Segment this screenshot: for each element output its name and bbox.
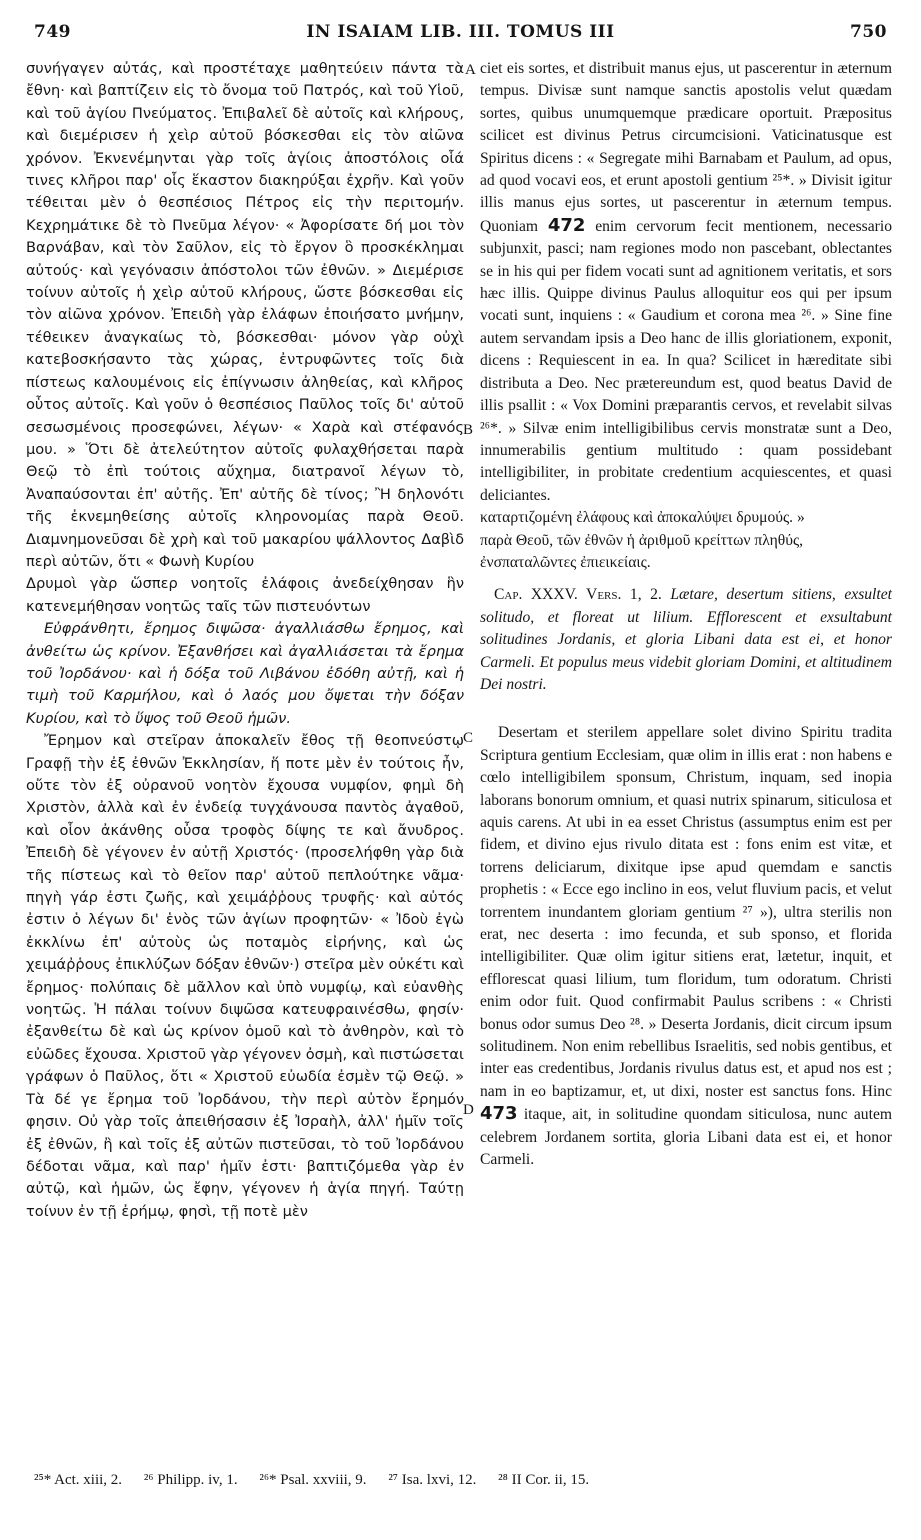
greek-paragraph-1: συνήγαγεν αὐτάς, καὶ προστέταχε μαθητεύειν πάντα τὰ ἔθνη· καὶ βαπτίζειν εἰς τὸ ὄνομα τοῦ Πατρός, καὶ τοῦ Υἱοῦ, καὶ τοῦ ἁγίου Πνεύματος. Ἐπιβαλεῖ δὲ αὐτοῖς καὶ κλήρους, καὶ διεμέρισεν ἡ χεὶρ αὐτοῦ βόσκεσθαι εἰς τὸν αἰῶνα χρόνον. Ἐκνενέμηνται γὰρ τοῖς ἁγίοις ἀποστόλοις οἷά τινες κλῆροι παρ' οἷς ἕκαστον διακηρύξαι ἐχρῆν. Καὶ γοῦν τέθειται μὲν ὁ θεσπέσιος Πέτρος εἰς τὴν περιτομήν. Κεχρημάτικε δὲ τὸ Πνεῦμα λέγον· « Ἀφορίσατε δή μοι τὸν Βαρνάβαν, καὶ τὸν Σαῦλον, εἰς τὸ ἔργον ὃ προσκέκλημαι αὐτούς· καὶ γεγόνασιν ἀπόστολοι τῶν ἐθνῶν. » Διεμέρισε τοίνυν αὐτοῖς ἡ χεὶρ αὐτοῦ κλήρους, ὥστε βόσκεσθαι εἰς τὸν αἰῶνα χρόνον. Ἐπειδὴ γὰρ ἐλάφων ἐποιήσατο μνήμην, τέθεικεν ἀναγκαίως τὸ, βόσκεσθαι· μόνον γὰρ οὐχὶ κατεβοσκήσαντο τὰς χώρας, ἐντρυφῶντες τοῖς διὰ πίστεως καλουμένοις εἰς ἐπίγνωσιν ἀληθείας, καὶ κλῆρος οὗτος αὐτοῖς. Καὶ γοῦν ὁ θεσπέσιος Παῦλος τοῖς δι' αὐτοῦ σεσωσμένοις προσεφώνει, λέγων· « Χαρὰ καὶ στέφανός μου. » Ὅτι δὲ ἀτελεύτητον αὐτοῖς φυλαχθήσεται παρὰ Θεῷ τὸ ἐπὶ τούτοις αὔχημα, διατρανοῖ λέγων τὸ, Ἀναπαύσονται ἐπ' αὐτῆς. Ἐπ' αὐτῆς δὲ τίνος; Ἢ δηλονότι τῆς ἐκνεμηθείσης αὐτοῖς κληρονομίας παρὰ Θεοῦ. Διαμνημονεῦσαι δὲ χρὴ καὶ τοῦ μακαρίου ψάλλοντος Δαβὶδ περὶ αὐτῶν, ὅτι « Φωνὴ Κυρίου (26, 60, 464, 570)
latin-column (480, 58, 892, 1172)
latin-paragraph-1a: ciet eis sortes, et distribuit manus ejus, ut pascerentur in æternum tempus. Divisæ sunt namque sanctis apostolis velut quædam sortes, quibus unumquemque prædicare oportuit. Præpositus scilicet est divinus Petrus circumcisioni. Vaticinatusque est Spiritus dicens : « Segregate mihi Barnabam et Paulum, ad opus, ad quod vocavi eos, et erunt apostoli gentium ²⁵*. » Divisit igitur illis manus ejus sortes, ut pascerentur in æternum tempus. Quoniam (480, 60, 892, 235)
running-header (30, 22, 891, 52)
chapter-heading (480, 584, 892, 696)
latin-paragraph-2 (480, 722, 892, 1171)
footnote-26: ²⁶ Philipp. iv, 1. (143, 1472, 238, 1488)
greek-paragraph-1-continued: Δρυμοὶ γὰρ ὥσπερ νοητοῖς ἐλάφοις ἀνεδείχθησαν ἣν κατενεμήθησαν νοητῶς ταῖς τῶν πιστευόντων (26, 575, 464, 615)
greek-bridge-line-1: καταρτιζομένη ἐλάφους καὶ ἀποκαλύψει δρυμούς. » (480, 509, 805, 527)
latin-paragraph-2b: itaque, ait, in solitudine quondam siticulosa, nunc autem celebrem Jordanem sortita, gloria Libani data est ei, et honor Carmeli. (480, 1106, 892, 1169)
margin-letter-c: C (463, 730, 474, 746)
margin-letter-a: A (465, 62, 476, 78)
running-title: IN ISAIAM LIB. III. TOMUS III (306, 22, 615, 42)
greek-column (26, 58, 464, 1223)
column-number-472: 472 (547, 214, 586, 236)
margin-letter-d: D (463, 1102, 474, 1118)
latin-paragraph-1 (480, 58, 892, 507)
footnote-27: ²⁷ Isa. lxvi, 12. (388, 1472, 477, 1488)
latin-paragraph-2a: Desertam et sterilem appellare solet divino Spiritu tradita Scriptura gentium Ecclesiam, quæ olim in illis erat : non habens e cœlo intelligibilem sponsum, Christum, inquam, sed inopia laborans bonorum omnium, et quasi nutrix spinarum, siticulosa et aquis carens. At ubi in ea esset Christus (assumptus enim est per fidem, et divino ejus rivulo ditata est : fons enim est vitæ, et torrens deliciarum, dixitque ipse apud quemdam e sanctis prophetis : « Ecce ego inclino in eos, velut fluvium pacis, et velut torrentem inundantem gloriam gentium ²⁷ »), ultra sterilis non erat, nec deserta : imo fecunda, et sub sponso, et florida intelligibiliter. Quæ olim igitur sitiens erat, lætetur, inquit, et efflorescat quasi lilium, tum floridum, tum odoratum. Christi enim odor fuit. Quod confirmabit Paulus scribens : « Christi bonus odor sumus Deo ²⁸. » Deserta Jordanis, dicit circum ipsum solitudinem. Non enim rebellibus Israelitis, sed nobis gentibus, et inter eas credentibus, Jordanis rivulus datus est, et apud nos est ; nam in eo baptizamur, et, ut dixi, noster est sanctus fons. Hinc (480, 724, 892, 1100)
chapter-label: Cap. XXXV. Vers. 1, 2. (494, 586, 662, 604)
page-number-right: 750 (850, 22, 887, 42)
column-number-473: 473 (480, 1103, 518, 1125)
greek-bridge-line-3: ἐνσπαταλῶντες ἐπιεικείαις. (480, 553, 651, 571)
greek-lemma: Εὐφράνθητι, ἔρημος διψῶσα· ἀγαλλιάσθω ἔρημος, καὶ ἀνθείτω ὡς κρίνον. Ἐξανθήσει καὶ ἀγαλλιάσεται τὰ ἔρημα τοῦ Ἰορδάνου· καὶ ἡ δόξα τοῦ Λιβάνου ἐδόθη αὐτῇ, καὶ ἡ τιμὴ τοῦ Καρμήλου, καὶ ὁ λαός μου ὄψεται τὴν δόξαν Κυρίου, καὶ τὸ ὕψος τοῦ Θεοῦ ἡμῶν. (26, 620, 464, 727)
latin-paragraph-1b: enim cervorum fecit mentionem, necessario subjunxit, pasci; nam regiones modo non pascebant, oblectantes se in his qui per fidem vocati sunt ad agnitionem veritatis, et sors hæc illis. Quippe divinus Paulus alloquitur eos qui per ipsum vocati sunt, inquiens : « Gaudium et corona mea ²⁶. » Sine fine autem servandam ipsis a Deo hanc de illis gloriationem, exponit, dicens : Requiescent in ea. In qua? Scilicet in hæreditate sibi distributa a Deo. Nec prætereundum est, quod beatus David de illis psallit : « Vox Domini præparantis cervos, et revelabit silvas ²⁶*. » Silvæ enim intelligibilibus cervis monstratæ sunt a Deo, innumerabilis gentium multitudo : quam possidebant intelligibiliter, in probitate credentium acquiescentes, et quasi deliciantes. (480, 217, 892, 504)
footnote-28: ²⁸ II Cor. ii, 15. (498, 1472, 590, 1488)
margin-letter-b: B (463, 422, 474, 438)
chapter-lemma: Lætare, desertum sitiens, exsultet solitudo, et floreat ut lilium. Efflorescent et exsultabunt solitudines Jordanis, et gloria Libani data est ei, et honor Carmeli. Et populus meus videbit gloriam Domini, et altitudinem Dei nostri. (480, 586, 892, 693)
footnotes (34, 1472, 887, 1489)
greek-bridge-line-2: παρὰ Θεοῦ, τῶν ἐθνῶν ἡ ἀριθμοῦ κρείττων πληθύς, (480, 531, 804, 549)
page-number-left: 749 (34, 22, 71, 42)
footnote-25a: ²⁵* Act. xiii, 2. (34, 1472, 123, 1488)
footnote-26a: ²⁶* Psal. xxviii, 9. (259, 1472, 367, 1488)
greek-paragraph-2: Ἔρημον καὶ στεῖραν ἀποκαλεῖν ἔθος τῇ θεοπνεύστῳ Γραφῇ τὴν ἐξ ἐθνῶν Ἐκκλησίαν, ἥ ποτε μὲν ἐν τούτοις ἦν, οὔτε τὸν ἐξ οὐρανοῦ νοητὸν ἔχουσα νυμφίον, φημὶ δὴ Χριστὸν, ἀλλὰ καὶ ἐν ἐνδείᾳ τυγχάνουσα παντὸς ἀγαθοῦ, καὶ οἷον ἀκάνθης οὖσα τροφὸς δίψης τε καὶ ἄνυδρος. Ἐπειδὴ δὲ γέγονεν ἐν αὐτῇ Χριστός· (προσελήφθη γὰρ διὰ τῆς πίστεως καὶ τὸ θεῖον παρ' αὐτοῦ πεπλούτηκε νᾶμα· πηγὴ γάρ ἐστι ζωῆς, καὶ χειμάῤῥους τρυφῆς· καὶ αὐτός ἐστιν ὁ λέγων δι' ἑνὸς τῶν ἁγίων προφητῶν· « Ἰδοὺ ἐγὼ ἐκκλίνω ἐπ' αὐτοὺς ὡς ποταμὸς εἰρήνης, καὶ ὡς χειμάῤῥους ἐπικλύζων δόξαν ἐθνῶν·) στεῖρα μὲν οὐκέτι καὶ ἔρημος· πολύπαις δὲ μᾶλλον καὶ ὑπὸ νυμφίῳ, καὶ εὐανθὴς νοητῶς. Ἡ πάλαι τοίνυν διψῶσα κατευφραινέσθω, φησίν· ἐξανθείτω δὲ καὶ ὡς κρίνον ὁμοῦ καὶ τὸ ἀνθηρὸν, καὶ τὸ εὐῶδες ἔχουσα. Χριστοῦ γὰρ γέγονεν ὀσμὴ, καὶ πιστώσεται γράφων ὁ Παῦλος, ὅτι « Χριστοῦ εὐωδία ἐσμὲν τῷ Θεῷ. » Τὰ δέ γε ἔρημα τοῦ Ἰορδάνου, τὴν περὶ αὐτὸν ἔρημόν φησιν. Οὐ γὰρ τοῖς ἀπειθήσασιν ἐξ Ἰσραὴλ, ἀλλ' ἡμῖν τοῖς ἐξ ἐθνῶν, ἢ καὶ τοῖς ἐξ αὐτῶν πιστεῦσαι, τὸ τοῦ Ἰορδάνου δέδοται νᾶμα, καὶ παρ' ἡμῖν ἐστι· βαπτιζόμεθα γὰρ ἐν αὐτῷ, καὶ ἡμῶν, ὡς ἔφην, γέγονεν ἡ ἁγία πηγή. Ταύτῃ τοίνυν ἐν τῇ ἐρήμῳ, φησὶ, τῇ ποτὲ μὲν (26, 732, 464, 1220)
